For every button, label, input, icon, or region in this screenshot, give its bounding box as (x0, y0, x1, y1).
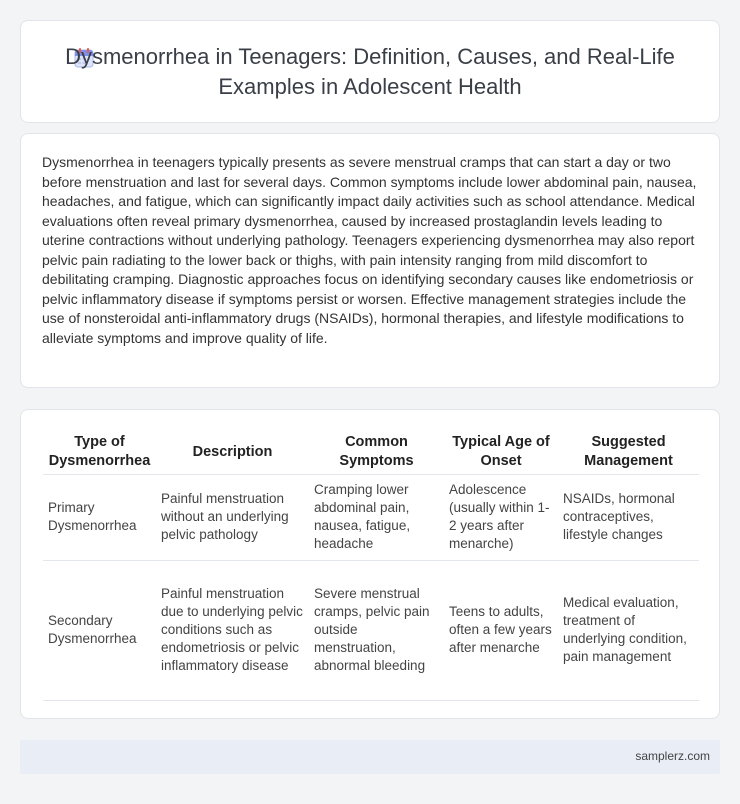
table-row (43, 474, 699, 560)
column-header-management: Suggested Management (558, 431, 699, 474)
dysmenorrhea-table (43, 431, 699, 701)
table-cell: Medical evaluation, treatment of underlying condition, pain management (558, 560, 699, 700)
table-header-row (43, 431, 699, 474)
table-row (43, 560, 699, 700)
column-header-symptoms: Common Symptoms (309, 431, 444, 474)
table-cell: Cramping lower abdominal pain, nausea, fatigue, headache (309, 474, 444, 560)
column-header-description: Description (156, 431, 309, 474)
intro-paragraph: Dysmenorrhea in teenagers typically presents as severe menstrual cramps that can start a day or two before menstruation and last for several days. Common symptoms include lower abdominal pain, nausea, headaches, and fatigue, which can significantly impact daily activities such as school attendance. Medical evaluations often reveal primary dysmenorrhea, caused by increased prostaglandin levels leading to uterine contractions without underlying pathology. Teenagers experiencing dysmenorrhea may also report pelvic pain radiating to the lower back or thighs, with pain intensity ranging from mild discomfort to debilitating cramping. Diagnostic approaches focus on identifying secondary causes like endometriosis or pelvic inflammatory disease if symptoms persist or worsen. Effective management strategies include the use of nonsteroidal anti-inflammatory drugs (NSAIDs), hormonal therapies, and lifestyle modifications to alleviate symptoms and improve quality of life. (42, 154, 697, 346)
intro-card (20, 133, 720, 388)
table-cell: Severe menstrual cramps, pelvic pain outside menstruation, abnormal bleeding (309, 560, 444, 700)
source-link[interactable]: samplerz.com (635, 749, 710, 763)
column-header-age: Typical Age of Onset (444, 431, 558, 474)
column-header-type: Type of Dysmenorrhea (43, 431, 156, 474)
title-card (20, 20, 720, 123)
table-cell: Primary Dysmenorrhea (43, 474, 156, 560)
table-cell: Secondary Dysmenorrhea (43, 560, 156, 700)
table-cell: Painful menstruation without an underlying pelvic pathology (156, 474, 309, 560)
footer (20, 740, 720, 774)
table-cell: NSAIDs, hormonal contraceptives, lifestyle changes (558, 474, 699, 560)
table-cell: Painful menstruation due to underlying pelvic conditions such as endometriosis or pelvic inflammatory disease (156, 560, 309, 700)
table-cell: Teens to adults, often a few years after menarche (444, 560, 558, 700)
table-card (20, 409, 720, 719)
page-title: Dysmenorrhea in Teenagers: Definition, Causes, and Real-Life Examples in Adolescent Health (65, 43, 675, 99)
table-cell: Adolescence (usually within 1-2 years after menarche) (444, 474, 558, 560)
